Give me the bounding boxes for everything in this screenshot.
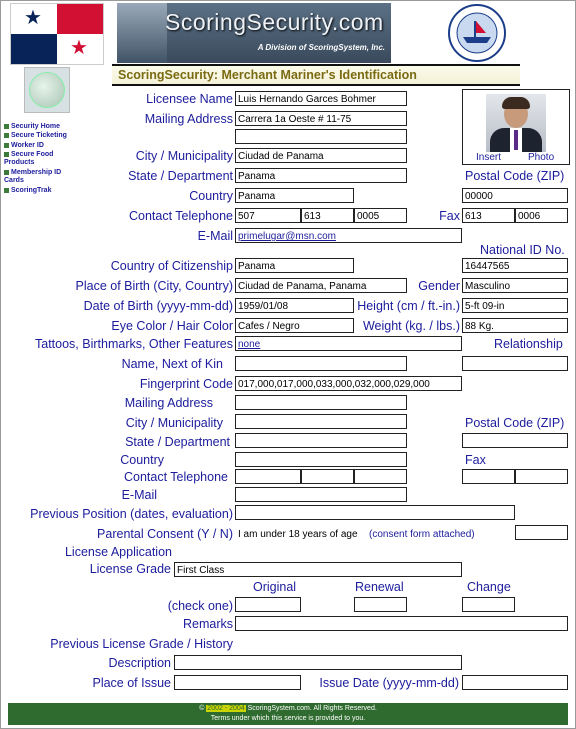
photo-insert-label: Insert — [476, 152, 502, 163]
nok-telephone-number-field[interactable] — [354, 469, 407, 484]
nok-postal-label: Postal Code (ZIP) — [465, 416, 565, 430]
description-label: Description — [108, 656, 171, 670]
fingerprint-label: Fingerprint Code — [139, 377, 233, 391]
postal-code-field[interactable]: 00000 — [462, 188, 568, 203]
footer-copyright: © 2002 - 2004 ScoringSystem.com. All Rights Reserved. — [199, 705, 377, 712]
telephone-number-field[interactable]: 0005 — [354, 208, 407, 223]
tattoos-link[interactable]: none — [238, 339, 261, 350]
parental-consent-label: Parental Consent (Y / N) — [97, 527, 233, 541]
footer-terms-link[interactable]: Terms under which this service is provided to you. — [210, 715, 366, 722]
contact-telephone-label: Contact Telephone — [128, 209, 233, 223]
bullet-icon — [4, 170, 9, 175]
licensee-photo — [486, 94, 546, 152]
nok-country-field[interactable] — [235, 452, 407, 467]
country-label: Country — [189, 189, 233, 203]
bullet-icon — [4, 133, 9, 138]
country-field[interactable]: Panama — [235, 188, 354, 203]
nok-fax-label: Fax — [465, 453, 486, 467]
description-field[interactable] — [174, 655, 462, 670]
renewal-checkbox-field[interactable] — [354, 597, 407, 612]
check-one-label: (check one) — [167, 599, 233, 613]
place-of-issue-label: Place of Issue — [92, 676, 171, 690]
photo-photo-label: Photo — [528, 152, 555, 163]
state-label: State / Department — [128, 169, 233, 183]
nok-telephone-prefix-field[interactable] — [301, 469, 354, 484]
nav-membership-id[interactable]: Membership ID Cards — [4, 169, 62, 184]
remarks-label: Remarks — [182, 617, 233, 631]
change-label: Change — [467, 580, 511, 594]
nok-postal-field[interactable] — [462, 433, 568, 448]
fax-label: Fax — [439, 209, 460, 223]
license-grade-field[interactable]: First Class — [174, 562, 462, 577]
nok-fax-number-field[interactable] — [515, 469, 568, 484]
city-field[interactable]: Ciudad de Panama — [235, 148, 407, 163]
header-banner — [117, 3, 391, 63]
eye-hair-field[interactable]: Cafes / Negro — [235, 318, 354, 333]
next-of-kin-field[interactable] — [235, 356, 407, 371]
issue-date-field[interactable] — [462, 675, 568, 690]
place-of-birth-field[interactable]: Ciudad de Panama, Panama — [235, 278, 407, 293]
address-line1-field[interactable]: Carrera 1a Oeste # 11-75 — [235, 111, 407, 126]
address-line2-field[interactable] — [235, 129, 407, 144]
page-title: ScoringSecurity: Merchant Mariner's Identification — [118, 68, 417, 82]
tattoos-label: Tattoos, Birthmarks, Other Features — [35, 337, 233, 351]
fax-prefix-field[interactable]: 613 — [462, 208, 515, 223]
nok-state-label: State / Department — [125, 435, 230, 449]
tattoos-field[interactable] — [235, 336, 462, 351]
nok-city-label: City / Municipality — [125, 416, 223, 430]
relationship-label: Relationship — [494, 337, 563, 351]
weight-label: Weight (kg. / lbs.) — [362, 319, 460, 333]
gender-field[interactable]: Masculino — [462, 278, 568, 293]
bullet-icon — [4, 143, 9, 148]
nav-secure-food[interactable]: Secure Food Products — [4, 151, 54, 166]
nav-scoringtrak[interactable]: ScoringTrak — [4, 187, 51, 195]
weight-field[interactable]: 88 Kg. — [462, 318, 568, 333]
nok-state-field[interactable] — [235, 433, 407, 448]
photo-box — [462, 89, 570, 165]
nav-security-home[interactable]: Security Home — [4, 123, 60, 131]
hologram-coin — [24, 67, 70, 113]
next-of-kin-label: Name, Next of Kin — [121, 357, 223, 371]
consent-form-link[interactable]: (consent form attached) — [369, 529, 475, 540]
parental-note: I am under 18 years of age — [238, 529, 358, 540]
bullet-icon — [4, 188, 9, 193]
telephone-area-field[interactable]: 507 — [235, 208, 301, 223]
fax-number-field[interactable]: 0006 — [515, 208, 568, 223]
change-checkbox-field[interactable] — [462, 597, 515, 612]
original-label: Original — [253, 580, 297, 594]
state-field[interactable]: Panama — [235, 168, 407, 183]
email-label: E-Mail — [197, 229, 233, 243]
height-field[interactable]: 5-ft 09-in — [462, 298, 568, 313]
relationship-field[interactable] — [462, 356, 568, 371]
telephone-prefix-field[interactable]: 613 — [301, 208, 354, 223]
brand-tagline: A Division of ScoringSystem, Inc. — [257, 43, 385, 52]
previous-license-heading: Previous License Grade / History — [50, 637, 233, 651]
parental-consent-field[interactable] — [515, 525, 568, 540]
original-checkbox-field[interactable] — [235, 597, 301, 612]
previous-position-field[interactable] — [235, 505, 515, 520]
brand-logo: ScoringSecurity.com — [165, 9, 384, 35]
issue-date-label: Issue Date (yyyy-mm-dd) — [319, 676, 459, 690]
nav-secure-ticketing[interactable]: Secure Ticketing — [4, 132, 67, 140]
national-id-label: National ID No. — [480, 243, 565, 257]
bullet-icon — [4, 124, 9, 129]
panama-flag — [10, 3, 104, 65]
maritime-authority-seal — [441, 3, 513, 63]
eye-hair-label: Eye Color / Hair Color — [111, 319, 233, 333]
nok-email-label: E-Mail — [121, 488, 157, 502]
nok-fax-prefix-field[interactable] — [462, 469, 515, 484]
place-of-birth-label: Place of Birth (City, Country) — [75, 279, 233, 293]
nok-country-label: Country — [120, 453, 164, 467]
fingerprint-field[interactable]: 017,000,017,000,033,000,032,000,029,000 — [235, 376, 462, 391]
bullet-icon — [4, 152, 9, 157]
footer-years: 2002 - 2004 — [207, 705, 245, 712]
nok-city-field[interactable] — [235, 414, 407, 429]
height-label: Height (cm / ft.-in.) — [357, 299, 460, 313]
dob-label: Date of Birth (yyyy-mm-dd) — [83, 299, 233, 313]
nok-mailing-address-label: Mailing Address — [124, 396, 213, 410]
blue-star-icon: ★ — [24, 7, 42, 29]
dob-field[interactable]: 1959/01/08 — [235, 298, 354, 313]
licensee-name-field[interactable]: Luis Hernando Garces Bohmer — [235, 91, 407, 106]
license-grade-label: License Grade — [89, 562, 171, 576]
previous-position-label: Previous Position (dates, evaluation) — [30, 507, 233, 521]
footer-copyright-text: ScoringSystem.com. All Rights Reserved. — [247, 705, 377, 712]
nav-worker-id[interactable]: Worker ID — [4, 142, 44, 150]
nok-telephone-area-field[interactable] — [235, 469, 301, 484]
nok-email-field[interactable] — [235, 487, 407, 502]
place-of-issue-field[interactable] — [174, 675, 301, 690]
national-id-field[interactable]: 16447565 — [462, 258, 568, 273]
renewal-label: Renewal — [355, 580, 404, 594]
nok-address-line1-field[interactable] — [235, 395, 407, 410]
gender-label: Gender — [418, 279, 460, 293]
remarks-field[interactable] — [235, 616, 568, 631]
email-field[interactable] — [235, 228, 462, 243]
citizenship-field[interactable]: Panama — [235, 258, 354, 273]
mailing-address-label: Mailing Address — [144, 112, 233, 126]
postal-code-label: Postal Code (ZIP) — [465, 169, 565, 183]
email-link[interactable]: primelugar@msn.com — [238, 231, 336, 242]
nok-contact-telephone-label: Contact Telephone — [123, 470, 228, 484]
red-star-icon: ★ — [70, 37, 88, 59]
license-application-heading: License Application — [64, 545, 172, 559]
licensee-name-label: Licensee Name — [146, 92, 233, 106]
city-label: City / Municipality — [135, 149, 233, 163]
citizenship-label: Country of Citizenship — [110, 259, 233, 273]
